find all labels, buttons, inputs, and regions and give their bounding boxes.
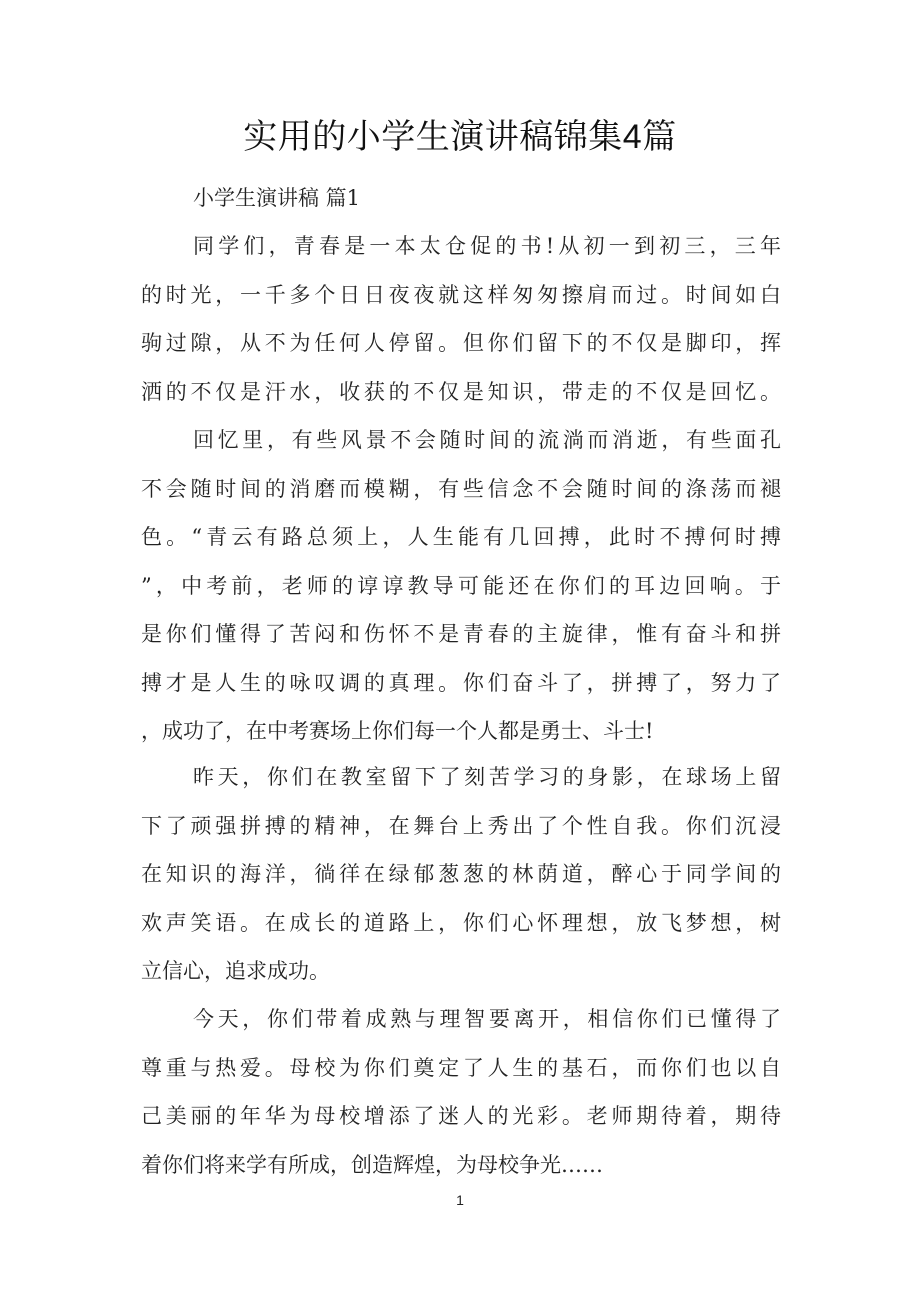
paragraph-line: 欢声笑语。在成长的道路上，你们心怀理想，放飞梦想，树: [141, 910, 781, 935]
paragraph-line: 立信心，追求成功。: [141, 959, 330, 983]
paragraph-line: ，成功了，在中考赛场上你们每一个人都是勇士、斗士!: [141, 719, 654, 743]
paragraph-line: 在知识的海洋，徜徉在绿郁葱葱的林荫道，醉心于同学间的: [141, 862, 781, 886]
page-number: 1: [456, 1192, 464, 1208]
paragraph-line: 驹过隙，从不为任何人停留。但你们留下的不仅是脚印，挥: [141, 331, 781, 355]
paragraph-line: 同学们，青春是一本太仓促的书!从初一到初三，三年: [193, 234, 781, 258]
paragraph-line: 色。“青云有路总须上，人生能有几回搏，此时不搏何时搏: [141, 525, 781, 549]
paragraph-line: 今天，你们带着成熟与理智要离开，相信你们已懂得了: [193, 1007, 781, 1031]
paragraph-line: 下了顽强拼搏的精神，在舞台上秀出了个性自我。你们沉浸: [141, 813, 781, 838]
paragraph-line: 的时光，一千多个日日夜夜就这样匆匆擦肩而过。时间如白: [141, 282, 781, 307]
paragraph-line: 不会随时间的消磨而模糊，有些信念不会随时间的涤荡而褪: [141, 476, 781, 501]
paragraph-line: 洒的不仅是汗水，收获的不仅是知识，带走的不仅是回忆。: [141, 379, 781, 404]
paragraph-4: [141, 995, 781, 1189]
paragraph-line: 尊重与热爱。母校为你们奠定了人生的基石，而你们也以自: [141, 1055, 781, 1080]
paragraph-3: [141, 753, 781, 996]
paragraph-2: [141, 416, 781, 756]
section-heading: 小学生演讲稿 篇1: [193, 186, 361, 210]
paragraph-1: [141, 222, 781, 416]
paragraph-line: 是你们懂得了苦闷和伤怀不是青春的主旋律，惟有奋斗和拼: [141, 622, 781, 646]
document-title: 实用的小学生演讲稿锦集4篇: [243, 118, 677, 156]
paragraph-line: 搏才是人生的咏叹调的真理。你们奋斗了，拼搏了，努力了: [141, 670, 781, 695]
paragraph-line: ”，中考前，老师的谆谆教导可能还在你们的耳边回响。于: [141, 573, 781, 598]
paragraph-line: 昨天，你们在教室留下了刻苦学习的身影，在球场上留: [193, 765, 781, 789]
paragraph-line: 回忆里，有些风景不会随时间的流淌而消逝，有些面孔: [193, 428, 781, 452]
paragraph-line: 己美丽的年华为母校增添了迷人的光彩。老师期待着，期待: [141, 1104, 781, 1128]
paragraph-line: 着你们将来学有所成，创造辉煌，为母校争光……: [141, 1152, 603, 1177]
